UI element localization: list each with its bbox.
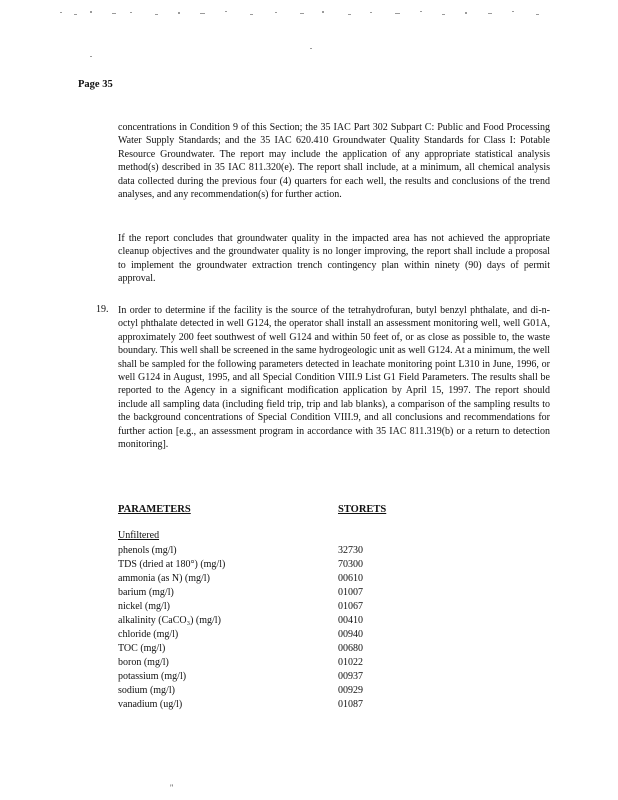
column-header-parameters: PARAMETERS xyxy=(118,504,191,515)
table-row xyxy=(118,558,378,572)
table-row xyxy=(118,628,378,642)
parameter-name: vanadium (ug/l) xyxy=(118,699,183,710)
parameter-name: nickel (mg/l) xyxy=(118,601,170,612)
parameter-name: potassium (mg/l) xyxy=(118,671,187,682)
table-row xyxy=(118,586,378,600)
table-row xyxy=(118,684,378,698)
parameter-name: ammonia (as N) (mg/l) xyxy=(118,573,210,584)
storet-code: 00410 xyxy=(338,615,363,626)
parameter-name: sodium (mg/l) xyxy=(118,685,175,696)
storet-code: 01067 xyxy=(338,601,363,612)
parameter-name: alkalinity (CaCO₃) (mg/l) xyxy=(118,615,221,626)
scan-noise-header xyxy=(60,8,560,68)
parameter-name: barium (mg/l) xyxy=(118,587,174,598)
parameter-name: chloride (mg/l) xyxy=(118,629,179,640)
storet-code: 70300 xyxy=(338,559,363,570)
paragraph-assessment-well: In order to determine if the facility is the source of the tetrahydrofuran, butyl benzyl phthalate, and di-n-octyl phthalate detected in well G124, the operator shall install an assessment monitoring well, well G01A, approximately 200 feet southwest of well G124 and within 50 feet of, or as close as possible to, the waste boundary. This well shall be screened in the same hydrogeologic unit as well G124. At a minimum, the well shall be sampled for the following parameters detected in leachate monitoring point L310 in June, 1996, or well G124 in August, 1995, and all Special Condition VIII.9 List G1 Field Parameters. The results shall be reported to the Agency in a significant modification application by April 15, 1997. The report should include all sampling data (including field trip, trip and lab blanks), a comparison of the sampling results to the background concentrations of Special Condition VIII.9, and all conclusions and recommendations for further action [e.g., an assessment program in accordance with 35 IAC 811.319(b) or a return to detection monitoring]. xyxy=(118,305,550,451)
table-row xyxy=(118,600,378,614)
parameter-name: phenols (mg/l) xyxy=(118,545,177,556)
storet-code: 01087 xyxy=(338,699,363,710)
table-row xyxy=(118,642,378,656)
table-row xyxy=(118,656,378,670)
paragraph-contingency: If the report concludes that groundwater quality in the impacted area has not achieved the appropriate cleanup objectives and the groundwater quality is no longer improving, the report shall include a proposal to implement the groundwater extraction trench contingency plan within ninety (90) days of permit approval. xyxy=(118,233,550,285)
table-row xyxy=(118,572,378,586)
storet-code: 00680 xyxy=(338,643,363,654)
storet-code: 00929 xyxy=(338,685,363,696)
table-row xyxy=(118,544,378,558)
parameter-name: TDS (dried at 180°) (mg/l) xyxy=(118,559,226,570)
table-row xyxy=(118,698,378,712)
storet-code: 00610 xyxy=(338,573,363,584)
storet-code: 01022 xyxy=(338,657,363,668)
storet-code: 00937 xyxy=(338,671,363,682)
parameter-name: boron (mg/l) xyxy=(118,657,169,668)
parameter-name: TOC (mg/l) xyxy=(118,643,166,654)
section-unfiltered: Unfiltered xyxy=(118,530,160,541)
item-number: 19. xyxy=(96,304,109,315)
table-row xyxy=(118,670,378,684)
table-row xyxy=(118,614,378,628)
storet-code: 00940 xyxy=(338,629,363,640)
storet-code: 32730 xyxy=(338,545,363,556)
parameter-list xyxy=(118,544,378,712)
column-header-storets: STORETS xyxy=(338,504,387,515)
page-number: Page 35 xyxy=(78,79,113,90)
scan-mark: '' xyxy=(170,783,174,793)
paragraph-concentrations: concentrations in Condition 9 of this Section; the 35 IAC Part 302 Subpart C: Public and Food Processing Water Supply Standards; and the 35 IAC 620.410 Groundwater Quality Standards for Class I: Potable Resource Groundwater. The report may include the application of any appropriate statistical analysis method(s) described in 35 IAC 811.320(e). The report shall include, at a minimum, all chemical analysis data collected during the previous four (4) quarters for each well, the results and conclusions of the trend analyses, and any recommendation(s) for further action. xyxy=(118,122,550,201)
storet-code: 01007 xyxy=(338,587,363,598)
